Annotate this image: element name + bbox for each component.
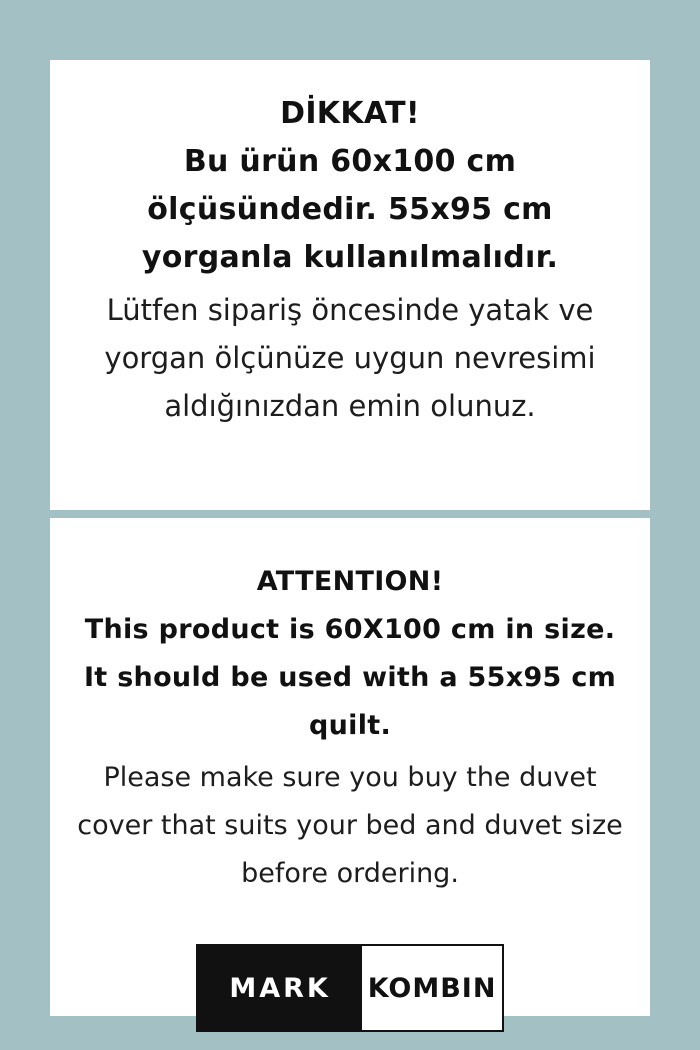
turkish-notice-title: DİKKAT!: [280, 96, 420, 131]
turkish-notice-panel: [50, 60, 650, 510]
english-notice-body-text: Please make sure you buy the duvet cover that suits your bed and duvet size before ordering.: [77, 762, 623, 889]
panel-divider: [50, 510, 650, 518]
english-notice-title: ATTENTION!: [256, 566, 444, 597]
brand-logo-kombin: KOMBIN: [362, 946, 502, 1030]
brand-logo: [196, 944, 504, 1032]
turkish-notice-bold-text: Bu ürün 60x100 cm ölçüsündedir. 55x95 cm yorganla kullanılmalıdır.: [141, 144, 559, 275]
notice-card: [50, 60, 650, 1016]
brand-logo-mark: MARK: [198, 946, 362, 1030]
english-notice-bold-text: This product is 60X100 cm in size. It should be used with a 55x95 cm quilt.: [83, 614, 617, 741]
turkish-notice-body-text: Lütfen sipariş öncesinde yatak ve yorgan ölçünüze uygun nevresimi aldığınızdan emin olunuz.: [104, 293, 596, 423]
english-notice-panel: [50, 518, 650, 1016]
